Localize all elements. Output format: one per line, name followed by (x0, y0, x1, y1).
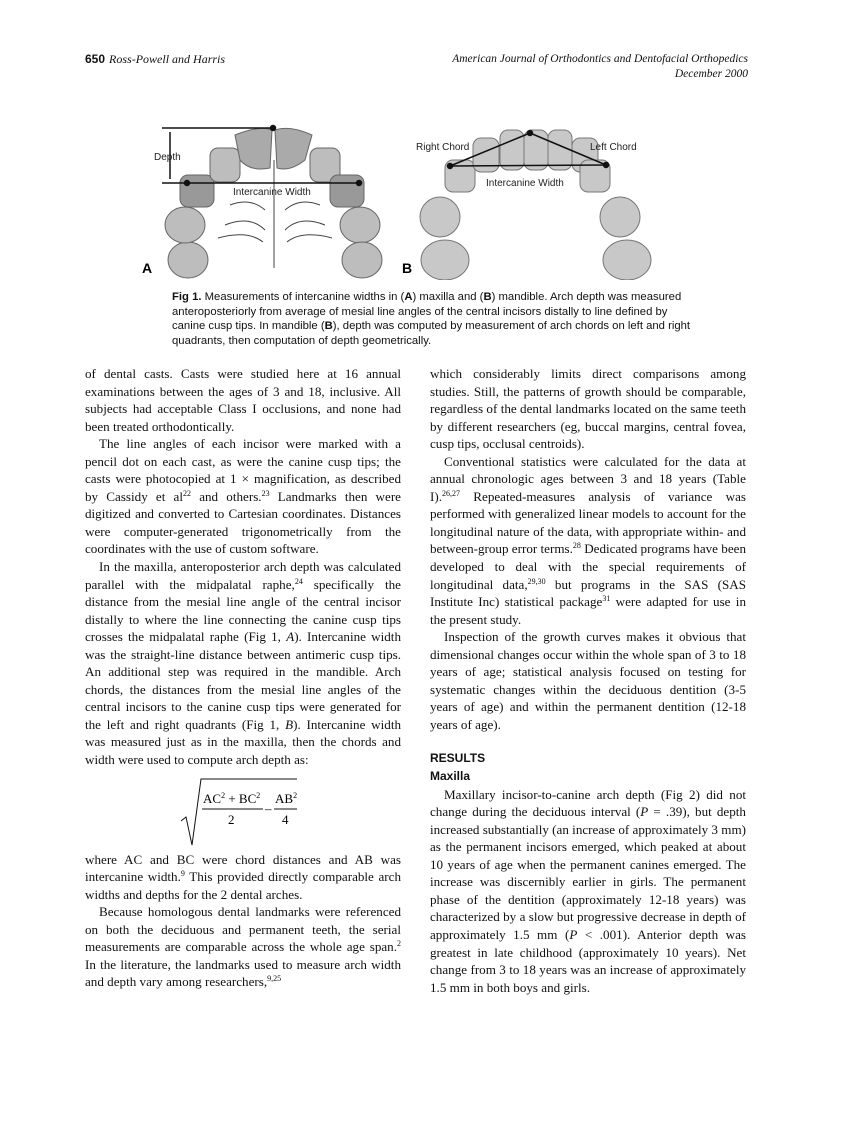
reference-superscript: 29,30 (527, 576, 546, 586)
paragraph: In the maxilla, anteroposterior arch depth was calculated parallel with the midpalatal raphe,$^{24}$ specifically the distance from the mesial line angle of the central incisor distally to where the line connecting the canine cusp tips crosses the midpalatal raphe (Fig 1, A). Intercanine width was the straight-line distance between antimeric cusp tips. An additional step was required in the mandible. Arch chords, the distances from the mesial line angles of the central incisors to the canine cusp tips were generated for the left and right quadrants (Fig 1, B). Intercanine width was measured just as in the maxilla, then the chords and width were used to compute arch depth as: (85, 559, 402, 768)
italic-text: P (640, 804, 649, 820)
running-header-right (452, 52, 748, 82)
figure-1-dental-arches (140, 120, 680, 280)
paragraph: Conventional statistics were calculated for the data at annual chronologic ages between 3 and 18 years (Table I).$^{26,27}$ Repeated-measures analysis of variance was performed with generalized linear models to account for the longitudinal nature of the data, with appropriate within- and between-group error terms.$^{28}$ Dedicated programs have been developed to deal with the special requirements of longitudinal data,$^{29,30}$ but programs in the SAS (SAS Institute Inc) statistical package$^{31}$ were adapted for use in the present study. (430, 453, 746, 627)
reference-superscript: 9,25 (267, 974, 282, 984)
reference-superscript: 28 (572, 541, 581, 551)
reference-superscript: 31 (602, 594, 611, 604)
reference-superscript: 23 (261, 488, 270, 498)
formula-numerator-1: $AC^2 + BC^2$ (203, 790, 261, 806)
depth-formula (85, 769, 401, 851)
italic-text: A (286, 629, 295, 645)
left-chord-label: Left Chord (590, 142, 637, 153)
paragraph: The line angles of each incisor were marked with a pencil dot on each cast, as were the canine cusp tips; the casts were photocopied at 1 × magnification, as described by Cassidy et $al^{22}$ and others.$^{23}$ Landmarks then were digitized and converted to Cartesian coordinates. Distances were computer-generated trigonometrically from the coordinates with the use of custom software. (85, 436, 401, 557)
paragraph: Inspection of the growth curves makes it obvious that dimensional changes occur within the whole span of 3 to 18 years of age; statistical analysis focused on testing for systematic changes within the deciduous dentition (3-5 years of age) and within the permanent dentition (12-18 years of age). (430, 629, 746, 732)
paragraph: where AC and BC were chord distances and AB was intercanine width.$^9$ This provided directly comparable arch widths and depths for the 2 dental arches. (85, 851, 401, 902)
paragraph: Maxillary incisor-to-canine arch depth (Fig 2) did not change during the deciduous interval (P = .39), but depth increased substantially (an increase of approximately 3 mm) as the permanent incisors emerged, which peaked at about 10 years of age when the permanent canines emerged. The increase was discernibly earlier in girls. The permanent phase of the dentition (approximately 12-18 years) was characterized by a slow but progressive decrease in depth of approximately 1.5 mm (P < .001). Anterior depth was greatest in late childhood (approximately 10 years). Net change from 3 to 18 years was an increase of approximately 1.5 mm in both boys and girls. (430, 786, 747, 995)
italic-text: B (285, 716, 294, 732)
panel-a-label: A (142, 260, 153, 276)
right-chord-label: Right Chord (416, 142, 470, 153)
formula-denominator-1: 2 (228, 811, 235, 827)
bold-text: A (404, 291, 413, 303)
reference-superscript: 26,27 (442, 488, 460, 498)
section-heading: Maxilla (430, 769, 471, 784)
journal-title: American Journal of Orthodontics and Dentofacial Orthopedics (452, 53, 748, 65)
paragraph: of dental casts. Casts were studied here at 16 annual examinations between the ages of 3 and 18, inclusive. All subjects had acceptable Class I occlusions, and none had been treated orthodontically. (85, 366, 401, 434)
formula-denominator-2: 4 (282, 811, 289, 827)
issue-date: December 2000 (674, 68, 748, 80)
right-column (430, 365, 746, 996)
running-header-left (85, 52, 225, 67)
depth-label: Depth (154, 152, 181, 163)
section-heading: RESULTS (430, 751, 486, 766)
formula-numerator-2: $AB^2$ (275, 790, 298, 806)
reference-superscript: 2 (397, 939, 401, 949)
reference-superscript: 24 (294, 576, 303, 586)
intercanine-width-label-b: Intercanine Width (486, 178, 564, 189)
maxilla-arch-illustration (165, 128, 382, 278)
italic-text: P (569, 926, 578, 942)
reference-superscript: 9 (180, 869, 185, 879)
formula-minus: – (265, 800, 272, 816)
paragraph: which considerably limits direct comparisons among studies. Still, the patterns of growth should be comparable, regardless of the dental landmarks located on the same teeth by different researchers (eg, buccal margins, central fovea, cusp tips, occlusal centroids). (430, 366, 746, 452)
page-number: 650 (85, 52, 106, 66)
panel-b-label: B (402, 260, 413, 276)
bold-text: Fig 1. (172, 291, 202, 303)
paragraph: Because homologous dental landmarks were referenced on both the deciduous and permanent teeth, the serial measurements are comparable across the whole age span.$^2$ In the literature, the landmarks used to measure arch width and depth vary among researchers,$^{9,25}$ (85, 904, 401, 990)
authors: Ross-Powell and Harris (109, 52, 226, 66)
bold-text: B (324, 320, 333, 333)
left-column (85, 365, 401, 991)
figure-caption: Fig 1. Measurements of intercanine widths in (A) maxilla and (B) mandible. Arch depth was measured anteroposteriorly from average of mesial line angles of the central incisors distally to line defined by canine cusp tips. In mandible (B), depth was computed by measurement of arch chords on left and right quadrants, then computation of depth geometrically. (172, 291, 691, 347)
reference-superscript: 22 (183, 488, 192, 498)
bold-text: B (483, 291, 492, 303)
intercanine-width-label-a: Intercanine Width (233, 187, 311, 198)
